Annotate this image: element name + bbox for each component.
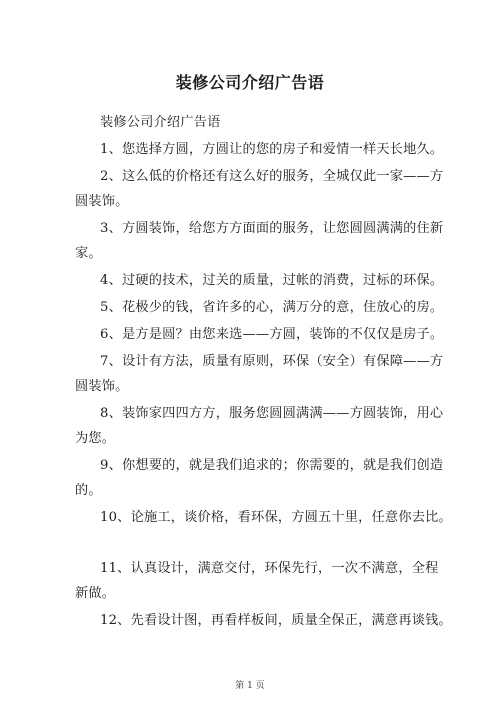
slogan-line-7a: 7、设计有方法，质量有原则，环保（安全）有保障——方 [100,354,444,369]
slogan-line-12: 12、先看设计图，再看样板间，质量全保正，满意再谈钱。 [100,613,452,628]
slogan-line-8b: 为您。 [75,431,116,446]
page-number: 第 1 页 [235,681,265,691]
slogan-line-2b: 圆装饰。 [75,194,129,209]
slogan-line-11a: 11、认真设计，满意交付，环保先行，一次不满意，全程 [100,561,439,576]
slogan-line-6: 6、是方是圆？由您来选——方圆，装饰的不仅仅是房子。 [100,327,444,342]
slogan-line-9b: 的。 [75,483,102,498]
slogan-line-11b: 新做。 [75,586,116,601]
slogan-line-8a: 8、装饰家四四方方，服务您圆圆满满——方圆装饰，用心 [100,406,444,421]
slogan-line-9a: 9、你想要的，就是我们追求的；你需要的，就是我们创造 [100,458,444,473]
slogan-line-1: 1、您选择方圆，方圆让的您的房子和爱情一样天长地久。 [100,142,444,157]
slogan-line-3b: 家。 [75,246,102,261]
slogan-line-2a: 2、这么低的价格还有这么好的服务，全城仅此一家——方 [100,169,444,184]
slogan-line-10: 10、论施工，谈价格，看环保，方圆五十里，任意你去比。 [100,510,452,525]
subtitle-line: 装修公司介绍广告语 [100,115,221,130]
slogan-line-3a: 3、方圆装饰，给您方方面面的服务，让您圆圆满满的住新 [100,221,444,236]
slogan-line-7b: 圆装饰。 [75,379,129,394]
document-title: 装修公司介绍广告语 [175,73,325,92]
slogan-line-4: 4、过硬的技术，过关的质量，过帐的消费，过标的环保。 [100,273,444,288]
slogan-line-5: 5、花极少的钱，省许多的心，满万分的意，住放心的房。 [100,300,444,315]
